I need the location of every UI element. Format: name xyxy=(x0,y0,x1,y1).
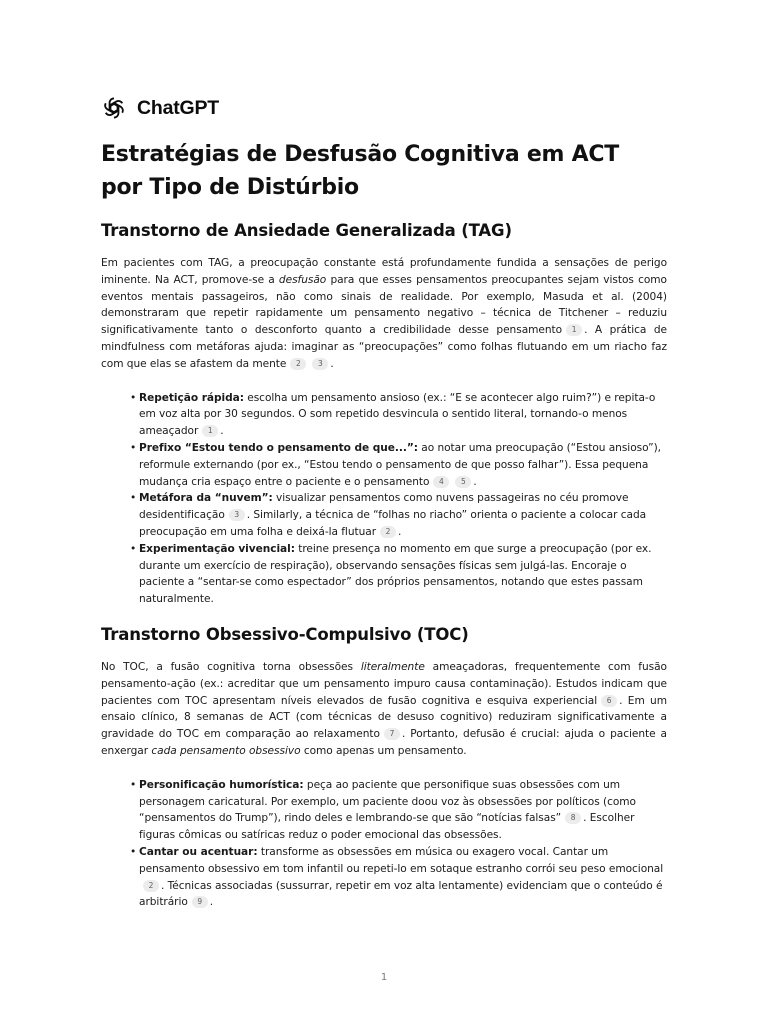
text-run: . Em um ensaio clínico, 8 semanas de ACT (com técnicas de desuso cognitivo) reduziram significativamente a gravidade do TOC em comparação ao relaxamento xyxy=(101,694,667,741)
emphasis-text: literalmente xyxy=(360,660,425,673)
bullet-lead: Personificação humorística: xyxy=(139,778,304,791)
text-run: transforme as obsessões em música ou exagero vocal. Cantar um pensamento obsessivo em tom infantil ou repeti-lo em sotaque estranho corrói seu peso emocional xyxy=(139,845,664,875)
text-run: . xyxy=(398,525,402,538)
citation-badge[interactable]: 7 xyxy=(384,728,400,740)
citation-badge[interactable]: 2 xyxy=(380,526,396,538)
citation-badge[interactable]: 5 xyxy=(455,476,471,488)
document-page xyxy=(101,94,667,911)
citation-badge[interactable]: 9 xyxy=(192,896,208,908)
bullet-lead: Prefixo “Estou tendo o pensamento de que...”: xyxy=(139,441,418,454)
text-run: . xyxy=(473,475,477,488)
document-title: Estratégias de Desfusão Cognitiva em ACT por Tipo de Distúrbio xyxy=(101,142,620,200)
bullet-lead: Cantar ou acentuar: xyxy=(139,845,258,858)
text-run: . xyxy=(330,357,334,370)
emphasis-text: desfusão xyxy=(278,273,327,286)
bullet-lead: Repetição rápida: xyxy=(139,391,244,404)
citation-badge[interactable]: 1 xyxy=(202,425,218,437)
text-run: visualizar pensamentos como nuvens passageiras no céu promove desidentificação xyxy=(139,492,629,522)
text-run: No TOC, a fusão cognitiva torna obsessões xyxy=(101,660,361,673)
text-run: Em pacientes com TAG, a preocupação constante está profundamente fundida a sensações de perigo iminente. Na ACT, promove-se a xyxy=(101,257,667,286)
list-item xyxy=(130,440,667,490)
text-run: . Escolher figuras cômicas ou satíricas reduz o poder emocional das obsessões. xyxy=(139,812,635,842)
emphasis-text: cada pensamento obsessivo xyxy=(151,744,301,757)
text-run: ao notar uma preocupação (“Estou ansioso”), reformule externando (por ex., “Estou tendo o pensamento de que posso falhar”). Essa pequena mudança cria espaço entre o paciente e o pensamento xyxy=(139,441,661,488)
text-run: . Técnicas associadas (sussurrar, repetir em voz alta lentamente) evidenciam que o conteúdo é arbitrário xyxy=(139,879,663,909)
section-paragraph-toc xyxy=(101,659,667,760)
section-paragraph-tag xyxy=(101,255,667,373)
page-number: 1 xyxy=(380,972,388,983)
list-item xyxy=(130,777,667,844)
text-run: . Portanto, defusão é crucial: ajuda o paciente a enxergar xyxy=(101,728,667,757)
citation-badge[interactable]: 2 xyxy=(143,880,159,892)
text-run: ameaçadoras, frequentemente com fusão pensamento-ação (ex.: acreditar que um pensamento impuro causa contaminação). Estudos indicam que pacientes com TOC apresentam níveis elevados de fusão cognitiva e esquiva experiencial xyxy=(101,660,667,707)
citation-badge[interactable]: 2 xyxy=(290,358,306,370)
openai-logo-icon xyxy=(101,95,127,121)
bullet-lead: Experimentação vivencial: xyxy=(139,542,295,555)
brand-name: ChatGPT xyxy=(137,96,220,119)
list-item xyxy=(130,541,667,608)
list-item xyxy=(130,844,667,911)
bullet-list-toc xyxy=(101,777,667,911)
citation-badge[interactable]: 6 xyxy=(601,695,617,707)
brand-header xyxy=(101,94,667,122)
text-run: peça ao paciente que personifique suas obsessões com um personagem caricatural. Por exemplo, um paciente doou voz às obsessões por políticos (como “pensamentos do Trump”), rindo deles e lembrando-se que são “notícias falsas” xyxy=(139,778,636,825)
text-run: como apenas um pensamento. xyxy=(300,744,467,757)
citation-badge[interactable]: 4 xyxy=(433,476,449,488)
section-heading-toc: Transtorno Obsessivo-Compulsivo (TOC) xyxy=(101,624,469,644)
text-run: . xyxy=(220,425,224,438)
citation-badge[interactable]: 3 xyxy=(312,358,328,370)
text-run: treine presença no momento em que surge a preocupação (por ex. durante um exercício de respiração), observando sensações físicas sem julgá-las. Encoraje o paciente a “sentar-se como espectador” dos próprios pensamentos, notando que estes passam naturalmente. xyxy=(139,542,652,606)
citation-badge[interactable]: 1 xyxy=(566,324,582,336)
citation-badge[interactable]: 3 xyxy=(229,509,245,521)
text-run: escolha um pensamento ansioso (ex.: “E se acontecer algo ruim?”) e repita-o em voz alta por 30 segundos. O som repetido desvincula o sentido literal, tornando-o menos ameaçador xyxy=(139,391,656,438)
bullet-lead: Metáfora da “nuvem”: xyxy=(139,492,273,505)
list-item xyxy=(130,390,667,440)
text-run: . Similarly, a técnica de “folhas no riacho” orienta o paciente a colocar cada preocupação em uma folha e deixá-la flutuar xyxy=(139,509,647,538)
section-heading-tag: Transtorno de Ansiedade Generalizada (TAG) xyxy=(101,221,512,240)
bullet-list-tag xyxy=(101,390,667,608)
text-run: . xyxy=(209,896,214,909)
text-run: para que esses pensamentos preocupantes sejam vistos como eventos mentais passageiros, não como sinais de realidade. Por exemplo, Masuda et al. (2004) demonstraram que repetir rapidamente um pensamento negativo – técnica de Titchener – reduziu significativamente tanto o desconforto quanto a credibilidade desse pensamento xyxy=(101,273,667,337)
list-item xyxy=(130,490,667,540)
citation-badge[interactable]: 8 xyxy=(565,812,581,824)
text-run: . A prática de mindfulness com metáforas ajuda: imaginar as “preocupações” como folhas flutuando em um riacho faz com que elas se afastem da mente xyxy=(101,324,667,370)
